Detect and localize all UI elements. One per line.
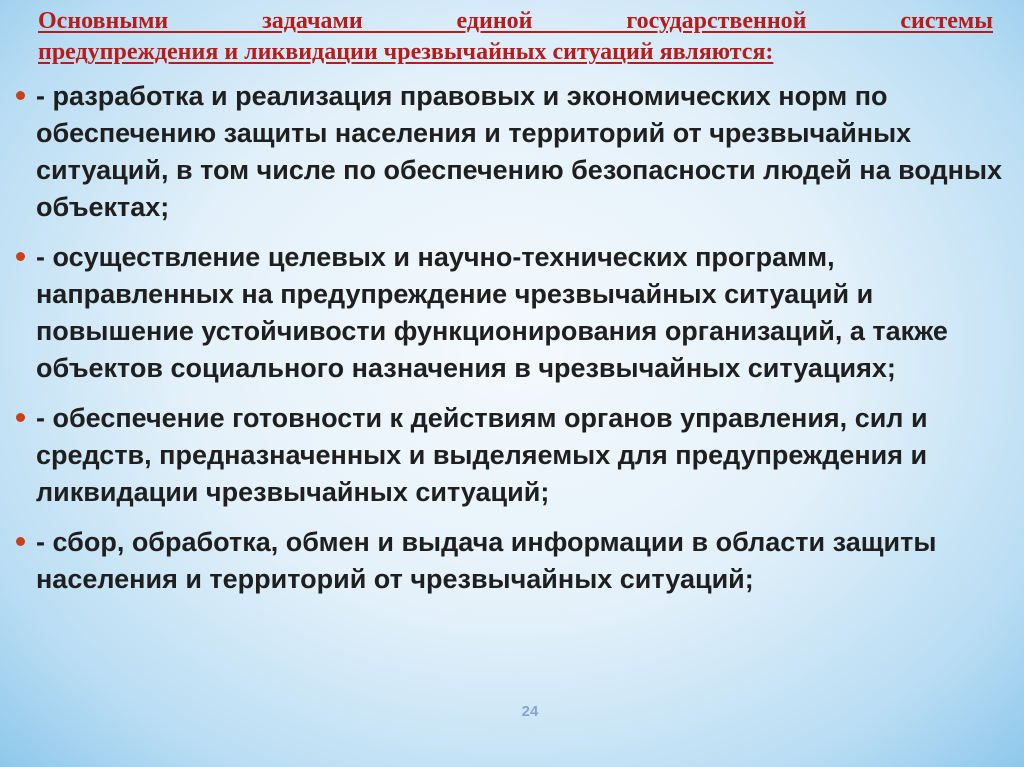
slide-heading-line-2: предупреждения и ликвидации чрезвычайных ситуаций являются: xyxy=(38,39,774,65)
bullet-item xyxy=(14,78,1009,226)
bullet-item xyxy=(14,400,1009,511)
bullet-item xyxy=(14,524,1009,598)
slide-heading-line-1: Основными задачами единой государственной системы xyxy=(38,8,993,34)
bullet-dot-icon xyxy=(16,413,25,422)
bullet-dot-icon xyxy=(16,91,25,100)
bullet-text: - обеспечение готовности к действиям органов управления, сил и средств, предназначенных и выделяемых для предупреждения и ликвидации чрезвычайных ситуаций; xyxy=(36,403,928,507)
bullet-list xyxy=(14,78,1009,611)
bullet-item xyxy=(14,239,1009,387)
slide-heading xyxy=(38,6,993,68)
bullet-text: - сбор, обработка, обмен и выдача информации в области защиты населения и территорий от чрезвычайных ситуаций; xyxy=(36,527,937,594)
bullet-dot-icon xyxy=(16,252,25,261)
page-number: 24 xyxy=(521,703,539,720)
bullet-dot-icon xyxy=(16,537,25,546)
bullet-text: - осуществление целевых и научно-технических программ, направленных на предупреждение чрезвычайных ситуаций и повышение устойчивости функционирования организаций, а также объектов социального назначения в чрезвычайных ситуациях; xyxy=(36,242,948,383)
bullet-text: - разработка и реализация правовых и экономических норм по обеспечению защиты населения и территорий от чрезвычайных ситуаций, в том числе по обеспечению безопасности людей на водных объектах; xyxy=(36,81,1003,222)
